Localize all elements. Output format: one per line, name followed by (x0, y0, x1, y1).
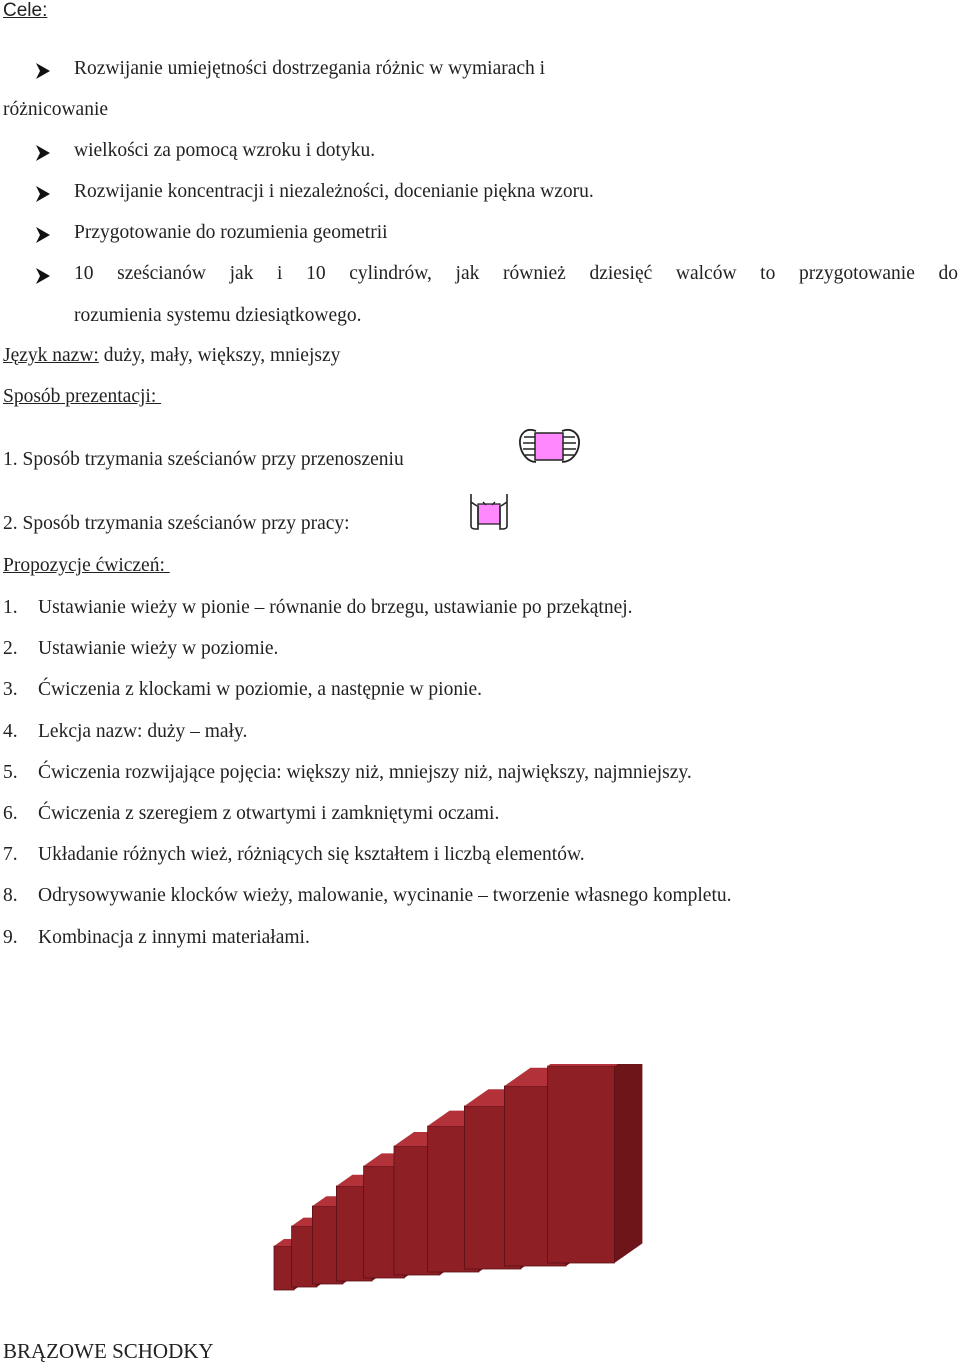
exercise-number: 4. (3, 720, 18, 742)
goal-item: wielkości za pomocą wzroku i dotyku. (74, 140, 376, 161)
sposob-prezentacji-heading: Sposób prezentacji: (3, 386, 162, 407)
work-hands-icon (468, 492, 510, 530)
goal-item-continuation: rozumienia systemu dziesiątkowego. (74, 305, 362, 326)
cele-heading: Cele: (3, 0, 48, 21)
exercise-item: Ćwiczenia rozwijające pojęcia: większy niż, mniejszy niż, największy, najmniejszy. (38, 761, 692, 783)
bullet-arrow-icon (34, 61, 52, 81)
goal-item: Przygotowanie do rozumienia geometrii (74, 222, 388, 243)
exercise-item: Lekcja nazw: duży – mały. (38, 720, 248, 742)
goal-item: 10 sześcianów jak i 10 cylindrów, jak również dziesięć walców to przygotowanie do (74, 263, 958, 284)
exercise-item: Odrysowywanie klocków wieży, malowanie, wycinanie – tworzenie własnego kompletu. (38, 885, 732, 907)
bullet-arrow-icon (34, 143, 52, 163)
jezyk-nazw-line (3, 345, 340, 367)
brown-stairs-image (272, 1064, 672, 1300)
exercise-number: 3. (3, 679, 18, 701)
presentation-item: 1. Sposób trzymania sześcianów przy przenoszeniu (3, 449, 404, 470)
exercise-item: Ustawianie wieży w pionie – równanie do brzegu, ustawianie po przekątnej. (38, 597, 633, 618)
exercise-item: Ustawianie wieży w poziomie. (38, 638, 279, 660)
bullet-arrow-icon (34, 266, 52, 286)
carry-hands-icon (516, 424, 584, 470)
exercise-number: 7. (3, 844, 18, 866)
stairs-caption: BRĄZOWE SCHODKY (3, 1339, 214, 1363)
jezyk-nazw-value: duży, mały, większy, mniejszy (98, 345, 341, 366)
exercise-item: Ćwiczenia z klockami w poziomie, a następnie w pionie. (38, 679, 483, 701)
exercise-number: 6. (3, 803, 18, 824)
exercise-item: Układanie różnych wież, różniących się kształtem i liczbą elementów. (38, 844, 585, 866)
presentation-item: 2. Sposób trzymania sześcianów przy pracy: (3, 513, 350, 534)
exercise-number: 5. (3, 761, 18, 783)
exercise-item: Kombinacja z innymi materiałami. (38, 926, 310, 948)
goal-item: Rozwijanie umiejętności dostrzegania różnic w wymiarach i (74, 58, 546, 79)
bullet-arrow-icon (34, 184, 52, 204)
exercise-number: 2. (3, 638, 18, 660)
exercise-number: 8. (3, 885, 18, 907)
jezyk-nazw-label: Język nazw: (3, 345, 99, 366)
goal-item-continuation: różnicowanie (3, 99, 109, 120)
goal-item: Rozwijanie koncentracji i niezależności, docenianie piękna wzoru. (74, 181, 594, 202)
stair-block (548, 1064, 643, 1263)
exercise-number: 9. (3, 926, 18, 948)
exercise-number: 1. (3, 597, 18, 618)
propozycje-cwiczen-heading: Propozycje ćwiczeń: (3, 555, 170, 576)
exercise-item: Ćwiczenia z szeregiem z otwartymi i zamkniętymi oczami. (38, 803, 500, 824)
bullet-arrow-icon (34, 225, 52, 245)
